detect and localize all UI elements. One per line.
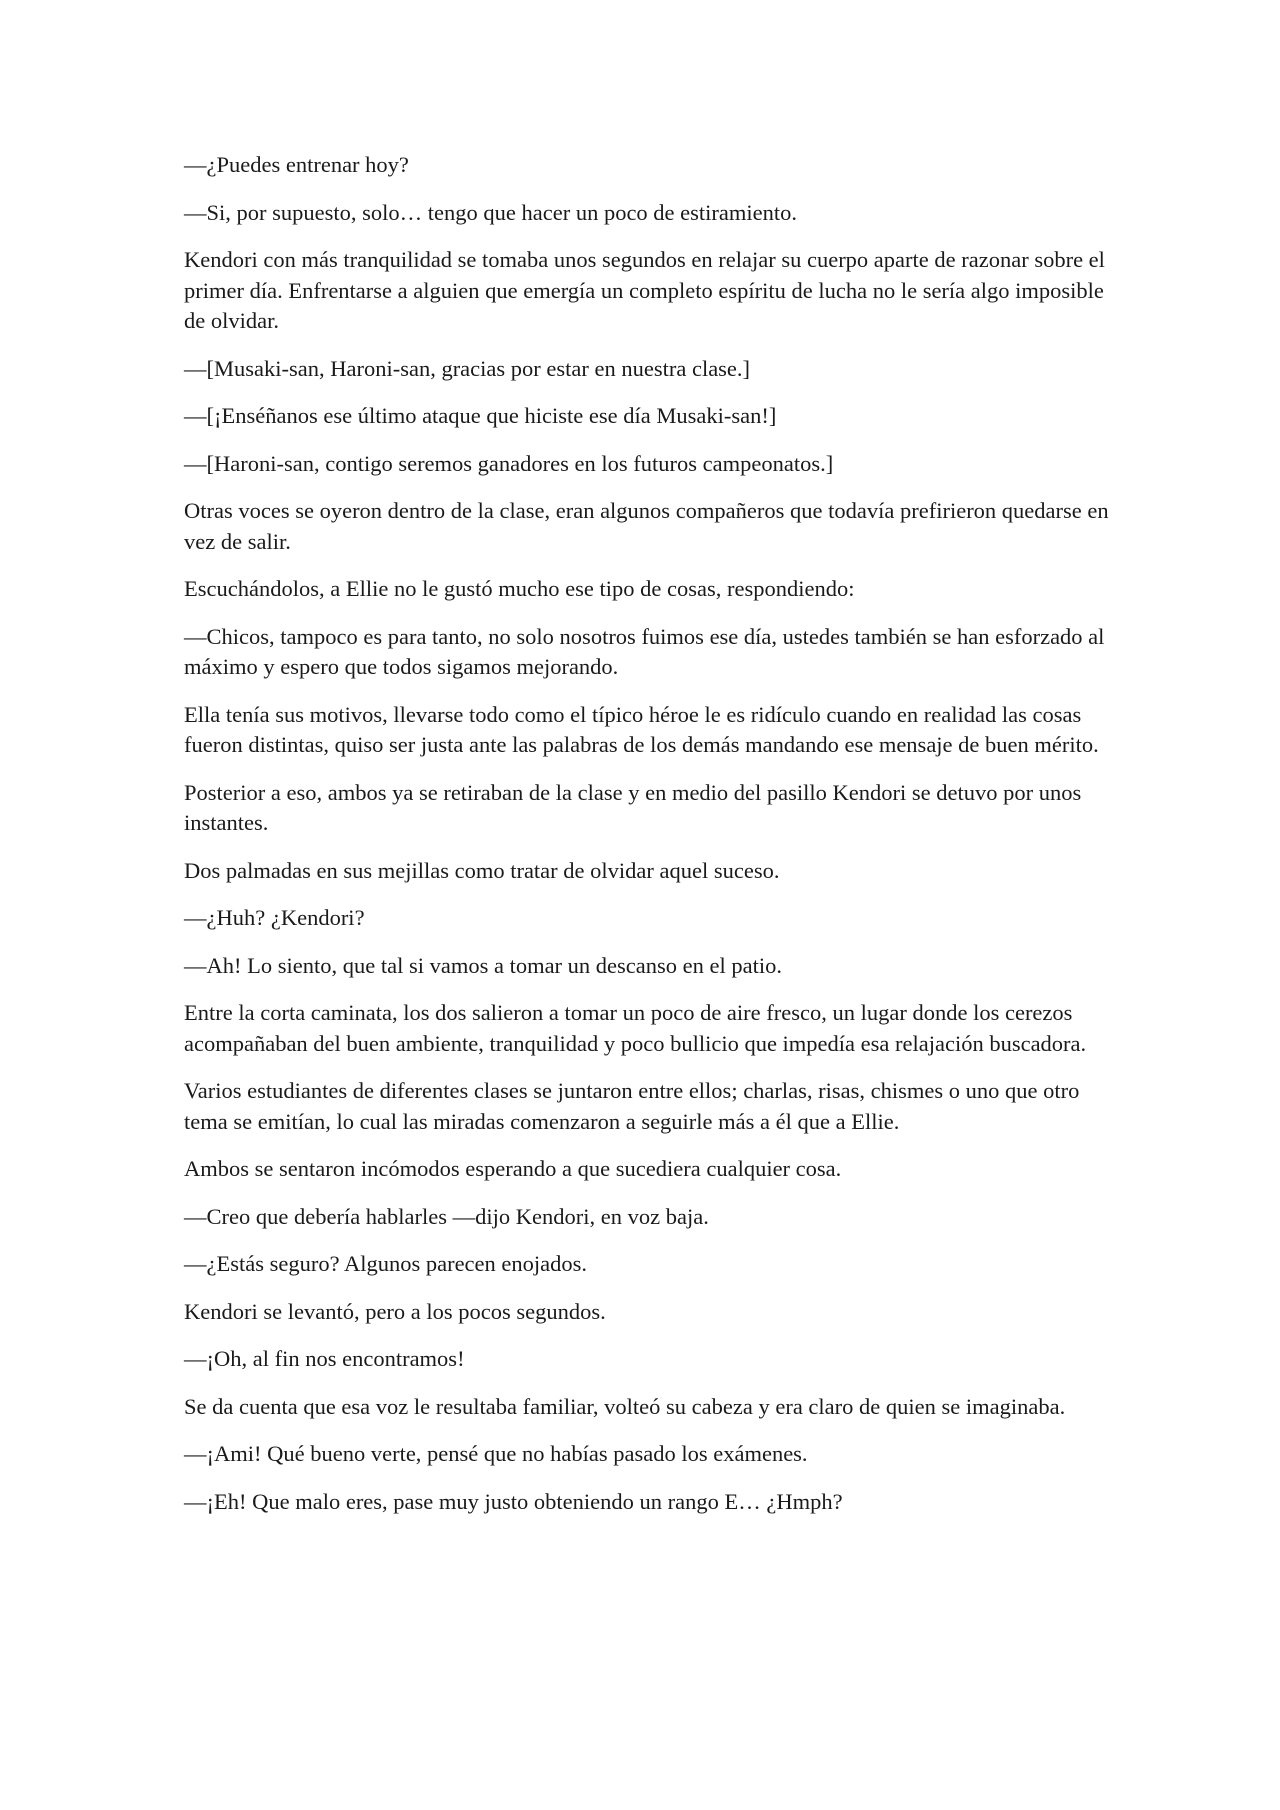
paragraph: —¿Huh? ¿Kendori? <box>184 905 365 930</box>
paragraph: —¡Oh, al fin nos encontramos! <box>184 1346 465 1371</box>
paragraph: —[Haroni-san, contigo seremos ganadores en los futuros campeonatos.] <box>184 450 834 476</box>
paragraph: Escuchándolos, a Ellie no le gustó mucho ese tipo de cosas, respondiendo: <box>184 576 855 601</box>
paragraph: Kendori con más tranquilidad se tomaba unos segundos en relajar su cuerpo aparte de razonar sobre el primer día. Enfrentarse a alguien que emergía un completo espíritu de lucha no le sería algo imposible de olvidar. <box>184 247 1105 333</box>
paragraph: Varios estudiantes de diferentes clases se juntaron entre ellos; charlas, risas, chismes o uno que otro tema se emitían, lo cual las miradas comenzaron a seguirle más a él que a Ellie. <box>184 1078 1080 1134</box>
paragraph: —Creo que debería hablarles —dijo Kendori, en voz baja. <box>184 1203 709 1229</box>
paragraph: —Si, por supuesto, solo… tengo que hacer un poco de estiramiento. <box>184 199 798 225</box>
paragraph: —[Musaki-san, Haroni-san, gracias por estar en nuestra clase.] <box>184 355 751 381</box>
paragraph: —¿Estás seguro? Algunos parecen enojados. <box>184 1251 588 1276</box>
paragraph: —¡Eh! Que malo eres, pase muy justo obteniendo un rango E… ¿Hmph? <box>184 1488 843 1514</box>
paragraph: —¿Puedes entrenar hoy? <box>184 152 409 177</box>
paragraph: —¡Ami! Qué bueno verte, pensé que no habías pasado los exámenes. <box>184 1441 808 1466</box>
paragraph: —Chicos, tampoco es para tanto, no solo nosotros fuimos ese día, ustedes también se han esforzado al máximo y espero que todos sigamos mejorando. <box>184 623 1105 679</box>
paragraph: Dos palmadas en sus mejillas como tratar de olvidar aquel suceso. <box>184 857 780 883</box>
body-text <box>184 150 1114 1534</box>
paragraph: Se da cuenta que esa voz le resultaba familiar, volteó su cabeza y era claro de quien se imaginaba. <box>184 1393 1066 1419</box>
paragraph: Entre la corta caminata, los dos salieron a tomar un poco de aire fresco, un lugar donde los cerezos acompañaban del buen ambiente, tranquilidad y poco bullicio que impedía esa relajación buscadora. <box>184 1000 1087 1056</box>
paragraph: Otras voces se oyeron dentro de la clase, eran algunos compañeros que todavía prefirieron quedarse en vez de salir. <box>184 498 1109 554</box>
paragraph: Ambos se sentaron incómodos esperando a que sucediera cualquier cosa. <box>184 1156 842 1181</box>
paragraph: Posterior a eso, ambos ya se retiraban de la clase y en medio del pasillo Kendori se detuvo por unos instantes. <box>184 779 1082 835</box>
paragraph: Kendori se levantó, pero a los pocos segundos. <box>184 1298 606 1324</box>
paragraph: —[¡Enséñanos ese último ataque que hiciste ese día Musaki-san!] <box>184 403 777 428</box>
paragraph: Ella tenía sus motivos, llevarse todo como el típico héroe le es ridículo cuando en realidad las cosas fueron distintas, quiso ser justa ante las palabras de los demás mandando ese mensaje de buen mérito. <box>184 701 1099 757</box>
paragraph: —Ah! Lo siento, que tal si vamos a tomar un descanso en el patio. <box>184 952 782 978</box>
